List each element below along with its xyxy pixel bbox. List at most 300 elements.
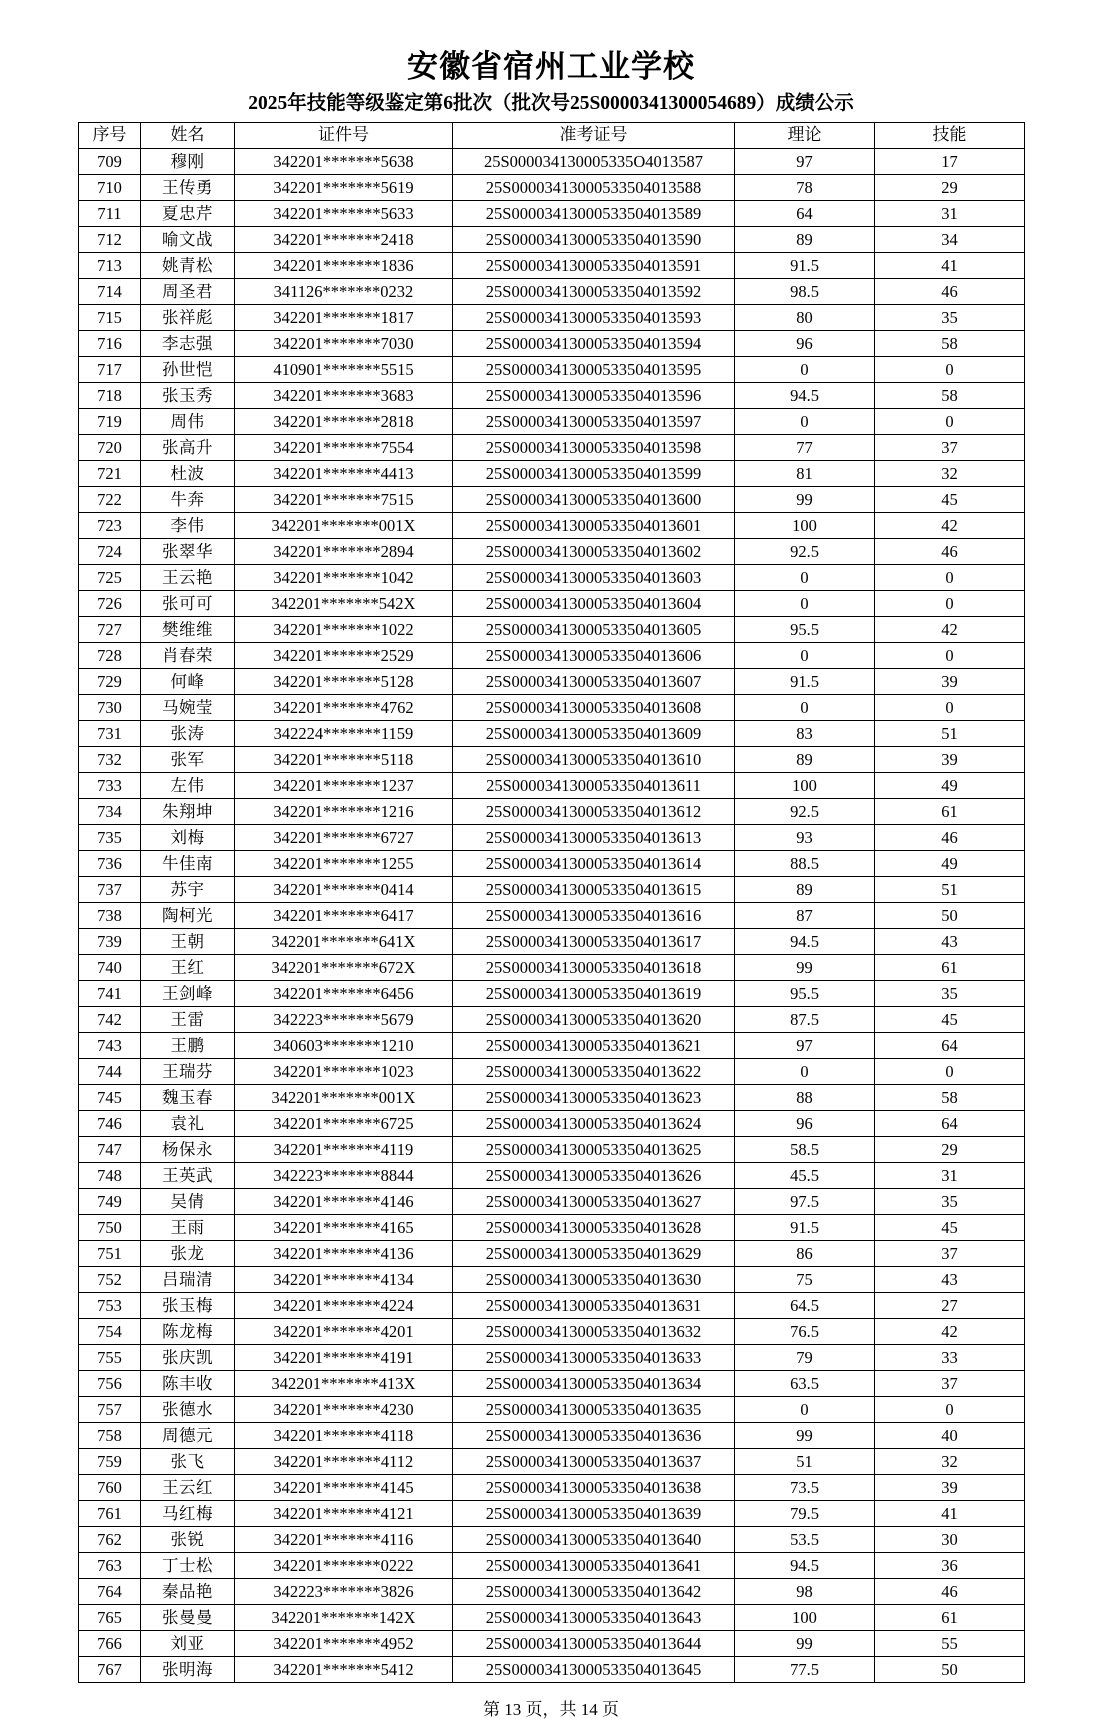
cell-skill-score: 42 [875, 617, 1025, 643]
cell-name: 喻文战 [141, 227, 235, 253]
cell-name: 袁礼 [141, 1111, 235, 1137]
cell-exam-number: 25S00003413000533504013638 [453, 1475, 735, 1501]
table-row [79, 1215, 1025, 1241]
cell-exam-number: 25S00003413000533504013607 [453, 669, 735, 695]
table-row [79, 1085, 1025, 1111]
cell-index: 723 [79, 513, 141, 539]
cell-name: 吕瑞清 [141, 1267, 235, 1293]
cell-skill-score: 17 [875, 149, 1025, 175]
table-row [79, 773, 1025, 799]
table-row [79, 591, 1025, 617]
cell-id-number: 342201*******4116 [235, 1527, 453, 1553]
cell-name: 王红 [141, 955, 235, 981]
cell-exam-number: 25S00003413000533504013636 [453, 1423, 735, 1449]
table-row [79, 1631, 1025, 1657]
cell-index: 710 [79, 175, 141, 201]
cell-index: 728 [79, 643, 141, 669]
table-row [79, 1189, 1025, 1215]
column-header-theory: 理论 [735, 123, 875, 149]
cell-skill-score: 35 [875, 1189, 1025, 1215]
cell-skill-score: 31 [875, 1163, 1025, 1189]
cell-index: 756 [79, 1371, 141, 1397]
cell-exam-number: 25S00003413000533504013643 [453, 1605, 735, 1631]
cell-index: 729 [79, 669, 141, 695]
cell-exam-number: 25S00003413000533504013599 [453, 461, 735, 487]
cell-id-number: 342201*******001X [235, 513, 453, 539]
cell-theory-score: 89 [735, 877, 875, 903]
cell-id-number: 342201*******4762 [235, 695, 453, 721]
cell-theory-score: 99 [735, 1423, 875, 1449]
cell-exam-number: 25S00003413000533504013602 [453, 539, 735, 565]
cell-name: 张翠华 [141, 539, 235, 565]
column-header-skill: 技能 [875, 123, 1025, 149]
table-row [79, 149, 1025, 175]
cell-index: 754 [79, 1319, 141, 1345]
cell-id-number: 342201*******2418 [235, 227, 453, 253]
cell-id-number: 342201*******1237 [235, 773, 453, 799]
cell-exam-number: 25S00003413000533504013620 [453, 1007, 735, 1033]
cell-exam-number: 25S00003413000533504013609 [453, 721, 735, 747]
cell-index: 736 [79, 851, 141, 877]
cell-id-number: 342201*******4121 [235, 1501, 453, 1527]
column-header-id-number: 证件号 [235, 123, 453, 149]
table-row [79, 1501, 1025, 1527]
cell-index: 760 [79, 1475, 141, 1501]
cell-name: 周伟 [141, 409, 235, 435]
cell-skill-score: 41 [875, 253, 1025, 279]
cell-id-number: 342223*******3826 [235, 1579, 453, 1605]
cell-skill-score: 46 [875, 279, 1025, 305]
cell-theory-score: 98.5 [735, 279, 875, 305]
cell-exam-number: 25S00003413000533504013594 [453, 331, 735, 357]
page-footer: 第 13 页，共 14 页 [483, 1700, 619, 1720]
table-row [79, 1345, 1025, 1371]
table-row [79, 1657, 1025, 1683]
cell-id-number: 342201*******4136 [235, 1241, 453, 1267]
table-row [79, 461, 1025, 487]
cell-skill-score: 29 [875, 1137, 1025, 1163]
cell-skill-score: 61 [875, 1605, 1025, 1631]
cell-name: 张明海 [141, 1657, 235, 1683]
column-header-exam-number: 准考证号 [453, 123, 735, 149]
cell-name: 马婉莹 [141, 695, 235, 721]
cell-theory-score: 93 [735, 825, 875, 851]
table-row [79, 1241, 1025, 1267]
cell-id-number: 342201*******4230 [235, 1397, 453, 1423]
table-row [79, 1319, 1025, 1345]
cell-index: 745 [79, 1085, 141, 1111]
cell-index: 742 [79, 1007, 141, 1033]
cell-index: 735 [79, 825, 141, 851]
cell-index: 747 [79, 1137, 141, 1163]
cell-theory-score: 0 [735, 1059, 875, 1085]
cell-theory-score: 91.5 [735, 1215, 875, 1241]
cell-theory-score: 83 [735, 721, 875, 747]
cell-index: 750 [79, 1215, 141, 1241]
cell-exam-number: 25S00003413000533504013596 [453, 383, 735, 409]
cell-id-number: 342201*******641X [235, 929, 453, 955]
table-row [79, 1137, 1025, 1163]
cell-exam-number: 25S00003413000533504013641 [453, 1553, 735, 1579]
cell-theory-score: 0 [735, 695, 875, 721]
cell-name: 张飞 [141, 1449, 235, 1475]
table-row [79, 721, 1025, 747]
table-row [79, 227, 1025, 253]
cell-name: 苏宇 [141, 877, 235, 903]
cell-theory-score: 81 [735, 461, 875, 487]
cell-skill-score: 29 [875, 175, 1025, 201]
cell-index: 749 [79, 1189, 141, 1215]
cell-skill-score: 49 [875, 773, 1025, 799]
table-header-row [79, 123, 1025, 149]
cell-id-number: 342201*******2529 [235, 643, 453, 669]
cell-theory-score: 97.5 [735, 1189, 875, 1215]
cell-skill-score: 50 [875, 903, 1025, 929]
cell-index: 725 [79, 565, 141, 591]
cell-exam-number: 25S00003413000533504013593 [453, 305, 735, 331]
cell-exam-number: 25S00003413000533504013606 [453, 643, 735, 669]
cell-name: 牛佳南 [141, 851, 235, 877]
cell-skill-score: 0 [875, 643, 1025, 669]
cell-name: 孙世恺 [141, 357, 235, 383]
cell-name: 姚青松 [141, 253, 235, 279]
cell-skill-score: 43 [875, 929, 1025, 955]
cell-skill-score: 46 [875, 1579, 1025, 1605]
cell-exam-number: 25S00003413000533504013621 [453, 1033, 735, 1059]
grades-table [78, 122, 1025, 1683]
cell-theory-score: 87.5 [735, 1007, 875, 1033]
cell-id-number: 342201*******001X [235, 1085, 453, 1111]
cell-exam-number: 25S00003413000533504013627 [453, 1189, 735, 1215]
cell-skill-score: 37 [875, 1241, 1025, 1267]
cell-theory-score: 51 [735, 1449, 875, 1475]
cell-skill-score: 46 [875, 539, 1025, 565]
cell-skill-score: 40 [875, 1423, 1025, 1449]
cell-id-number: 342201*******2818 [235, 409, 453, 435]
cell-index: 762 [79, 1527, 141, 1553]
cell-name: 王朝 [141, 929, 235, 955]
cell-name: 刘梅 [141, 825, 235, 851]
cell-name: 杨保永 [141, 1137, 235, 1163]
cell-theory-score: 78 [735, 175, 875, 201]
table-row [79, 1007, 1025, 1033]
cell-theory-score: 97 [735, 1033, 875, 1059]
cell-exam-number: 25S00003413000533504013618 [453, 955, 735, 981]
cell-skill-score: 34 [875, 227, 1025, 253]
table-row [79, 617, 1025, 643]
cell-theory-score: 63.5 [735, 1371, 875, 1397]
cell-skill-score: 39 [875, 669, 1025, 695]
cell-exam-number: 25S00003413000533504013612 [453, 799, 735, 825]
cell-id-number: 342224*******1159 [235, 721, 453, 747]
cell-name: 王瑞芬 [141, 1059, 235, 1085]
cell-skill-score: 27 [875, 1293, 1025, 1319]
cell-theory-score: 64.5 [735, 1293, 875, 1319]
cell-exam-number: 25S00003413000533504013597 [453, 409, 735, 435]
table-row [79, 1267, 1025, 1293]
cell-exam-number: 25S00003413000533504013589 [453, 201, 735, 227]
cell-name: 王鹏 [141, 1033, 235, 1059]
cell-skill-score: 0 [875, 565, 1025, 591]
cell-theory-score: 94.5 [735, 1553, 875, 1579]
cell-skill-score: 45 [875, 1215, 1025, 1241]
table-row [79, 1527, 1025, 1553]
cell-theory-score: 76.5 [735, 1319, 875, 1345]
cell-exam-number: 25S00003413000533504013615 [453, 877, 735, 903]
cell-id-number: 342201*******4191 [235, 1345, 453, 1371]
cell-skill-score: 49 [875, 851, 1025, 877]
cell-skill-score: 45 [875, 1007, 1025, 1033]
cell-theory-score: 53.5 [735, 1527, 875, 1553]
cell-index: 744 [79, 1059, 141, 1085]
cell-id-number: 342201*******4224 [235, 1293, 453, 1319]
cell-name: 肖春荣 [141, 643, 235, 669]
cell-skill-score: 32 [875, 461, 1025, 487]
cell-skill-score: 0 [875, 695, 1025, 721]
cell-skill-score: 35 [875, 981, 1025, 1007]
table-row [79, 175, 1025, 201]
cell-skill-score: 33 [875, 1345, 1025, 1371]
cell-theory-score: 100 [735, 1605, 875, 1631]
cell-name: 李志强 [141, 331, 235, 357]
cell-id-number: 342201*******6727 [235, 825, 453, 851]
table-row [79, 1605, 1025, 1631]
cell-theory-score: 58.5 [735, 1137, 875, 1163]
cell-index: 734 [79, 799, 141, 825]
cell-id-number: 342201*******5412 [235, 1657, 453, 1683]
cell-theory-score: 73.5 [735, 1475, 875, 1501]
cell-theory-score: 100 [735, 773, 875, 799]
table-row [79, 877, 1025, 903]
table-row [79, 253, 1025, 279]
cell-id-number: 341126*******0232 [235, 279, 453, 305]
cell-exam-number: 25S00003413000533504013644 [453, 1631, 735, 1657]
cell-index: 719 [79, 409, 141, 435]
cell-exam-number: 25S00003413000533504013645 [453, 1657, 735, 1683]
table-row [79, 513, 1025, 539]
cell-name: 张曼曼 [141, 1605, 235, 1631]
cell-skill-score: 58 [875, 1085, 1025, 1111]
cell-exam-number: 25S00003413000533504013588 [453, 175, 735, 201]
cell-id-number: 342201*******542X [235, 591, 453, 617]
cell-index: 720 [79, 435, 141, 461]
table-row [79, 1579, 1025, 1605]
cell-name: 王云艳 [141, 565, 235, 591]
cell-id-number: 340603*******1210 [235, 1033, 453, 1059]
cell-exam-number: 25S00003413000533504013619 [453, 981, 735, 1007]
table-row [79, 643, 1025, 669]
cell-name: 丁士松 [141, 1553, 235, 1579]
cell-skill-score: 0 [875, 591, 1025, 617]
cell-id-number: 342201*******4112 [235, 1449, 453, 1475]
cell-name: 夏忠芹 [141, 201, 235, 227]
cell-theory-score: 96 [735, 1111, 875, 1137]
cell-exam-number: 25S00003413000533504013617 [453, 929, 735, 955]
cell-index: 764 [79, 1579, 141, 1605]
cell-theory-score: 80 [735, 305, 875, 331]
cell-id-number: 342201*******4119 [235, 1137, 453, 1163]
cell-skill-score: 45 [875, 487, 1025, 513]
cell-id-number: 342201*******4952 [235, 1631, 453, 1657]
cell-skill-score: 42 [875, 1319, 1025, 1345]
cell-name: 张祥彪 [141, 305, 235, 331]
cell-theory-score: 97 [735, 149, 875, 175]
cell-exam-number: 25S00003413000533504013600 [453, 487, 735, 513]
cell-name: 王传勇 [141, 175, 235, 201]
cell-index: 733 [79, 773, 141, 799]
table-row [79, 1111, 1025, 1137]
cell-theory-score: 0 [735, 409, 875, 435]
cell-index: 765 [79, 1605, 141, 1631]
cell-theory-score: 77 [735, 435, 875, 461]
cell-exam-number: 25S00003413000533504013640 [453, 1527, 735, 1553]
cell-id-number: 410901*******5515 [235, 357, 453, 383]
cell-name: 刘亚 [141, 1631, 235, 1657]
table-row [79, 747, 1025, 773]
cell-index: 724 [79, 539, 141, 565]
cell-theory-score: 89 [735, 227, 875, 253]
cell-name: 张德水 [141, 1397, 235, 1423]
cell-skill-score: 51 [875, 721, 1025, 747]
table-body [79, 149, 1025, 1683]
table-row [79, 929, 1025, 955]
cell-id-number: 342201*******4413 [235, 461, 453, 487]
cell-theory-score: 0 [735, 643, 875, 669]
cell-index: 732 [79, 747, 141, 773]
cell-exam-number: 25S00003413000533504013605 [453, 617, 735, 643]
cell-skill-score: 42 [875, 513, 1025, 539]
cell-exam-number: 25S00003413000533504013637 [453, 1449, 735, 1475]
cell-name: 马红梅 [141, 1501, 235, 1527]
page-subtitle: 2025年技能等级鉴定第6批次（批次号25S0000341300054689）成绩公示 [248, 92, 854, 114]
cell-name: 朱翔坤 [141, 799, 235, 825]
cell-index: 759 [79, 1449, 141, 1475]
cell-id-number: 342201*******5128 [235, 669, 453, 695]
cell-id-number: 342201*******142X [235, 1605, 453, 1631]
table-row [79, 409, 1025, 435]
cell-index: 727 [79, 617, 141, 643]
cell-id-number: 342201*******1216 [235, 799, 453, 825]
cell-theory-score: 87 [735, 903, 875, 929]
cell-theory-score: 0 [735, 357, 875, 383]
cell-skill-score: 30 [875, 1527, 1025, 1553]
cell-index: 743 [79, 1033, 141, 1059]
cell-exam-number: 25S00003413000533504013610 [453, 747, 735, 773]
cell-index: 717 [79, 357, 141, 383]
cell-id-number: 342201*******4134 [235, 1267, 453, 1293]
cell-exam-number: 25S000034130005335O4013587 [453, 149, 735, 175]
cell-name: 张玉梅 [141, 1293, 235, 1319]
cell-index: 766 [79, 1631, 141, 1657]
cell-name: 左伟 [141, 773, 235, 799]
cell-id-number: 342201*******4145 [235, 1475, 453, 1501]
cell-skill-score: 41 [875, 1501, 1025, 1527]
cell-index: 753 [79, 1293, 141, 1319]
cell-name: 杜波 [141, 461, 235, 487]
cell-skill-score: 31 [875, 201, 1025, 227]
cell-skill-score: 64 [875, 1111, 1025, 1137]
cell-theory-score: 0 [735, 591, 875, 617]
cell-theory-score: 0 [735, 1397, 875, 1423]
table-row [79, 539, 1025, 565]
cell-skill-score: 58 [875, 331, 1025, 357]
cell-name: 王英武 [141, 1163, 235, 1189]
table-row [79, 1059, 1025, 1085]
cell-id-number: 342201*******7030 [235, 331, 453, 357]
cell-exam-number: 25S00003413000533504013625 [453, 1137, 735, 1163]
table-row [79, 1163, 1025, 1189]
cell-exam-number: 25S00003413000533504013608 [453, 695, 735, 721]
cell-exam-number: 25S00003413000533504013591 [453, 253, 735, 279]
table-row [79, 1371, 1025, 1397]
table-row [79, 825, 1025, 851]
cell-id-number: 342201*******6417 [235, 903, 453, 929]
cell-id-number: 342201*******4118 [235, 1423, 453, 1449]
table-row [79, 357, 1025, 383]
cell-id-number: 342201*******1022 [235, 617, 453, 643]
table-row [79, 435, 1025, 461]
table-row [79, 1475, 1025, 1501]
cell-theory-score: 45.5 [735, 1163, 875, 1189]
cell-exam-number: 25S00003413000533504013613 [453, 825, 735, 851]
cell-exam-number: 25S00003413000533504013601 [453, 513, 735, 539]
table-row [79, 565, 1025, 591]
cell-id-number: 342201*******5633 [235, 201, 453, 227]
cell-index: 757 [79, 1397, 141, 1423]
table-row [79, 305, 1025, 331]
cell-name: 张涛 [141, 721, 235, 747]
cell-exam-number: 25S00003413000533504013603 [453, 565, 735, 591]
cell-theory-score: 86 [735, 1241, 875, 1267]
cell-exam-number: 25S00003413000533504013614 [453, 851, 735, 877]
cell-exam-number: 25S00003413000533504013631 [453, 1293, 735, 1319]
cell-exam-number: 25S00003413000533504013634 [453, 1371, 735, 1397]
cell-name: 张龙 [141, 1241, 235, 1267]
cell-index: 763 [79, 1553, 141, 1579]
cell-theory-score: 0 [735, 565, 875, 591]
cell-name: 王雨 [141, 1215, 235, 1241]
cell-name: 陈龙梅 [141, 1319, 235, 1345]
cell-id-number: 342201*******4146 [235, 1189, 453, 1215]
cell-id-number: 342201*******4201 [235, 1319, 453, 1345]
table-row [79, 331, 1025, 357]
cell-index: 755 [79, 1345, 141, 1371]
cell-index: 748 [79, 1163, 141, 1189]
cell-exam-number: 25S00003413000533504013624 [453, 1111, 735, 1137]
table-row [79, 1553, 1025, 1579]
cell-name: 张可可 [141, 591, 235, 617]
cell-id-number: 342201*******1042 [235, 565, 453, 591]
cell-id-number: 342201*******5118 [235, 747, 453, 773]
cell-name: 吴倩 [141, 1189, 235, 1215]
cell-name: 穆刚 [141, 149, 235, 175]
cell-name: 王剑峰 [141, 981, 235, 1007]
cell-exam-number: 25S00003413000533504013629 [453, 1241, 735, 1267]
cell-exam-number: 25S00003413000533504013642 [453, 1579, 735, 1605]
cell-name: 樊维维 [141, 617, 235, 643]
table-row [79, 695, 1025, 721]
cell-theory-score: 79.5 [735, 1501, 875, 1527]
cell-skill-score: 0 [875, 409, 1025, 435]
cell-name: 张军 [141, 747, 235, 773]
table-row [79, 1033, 1025, 1059]
cell-id-number: 342201*******0414 [235, 877, 453, 903]
cell-id-number: 342201*******7554 [235, 435, 453, 461]
cell-theory-score: 95.5 [735, 617, 875, 643]
cell-theory-score: 92.5 [735, 799, 875, 825]
cell-theory-score: 91.5 [735, 669, 875, 695]
cell-id-number: 342201*******413X [235, 1371, 453, 1397]
